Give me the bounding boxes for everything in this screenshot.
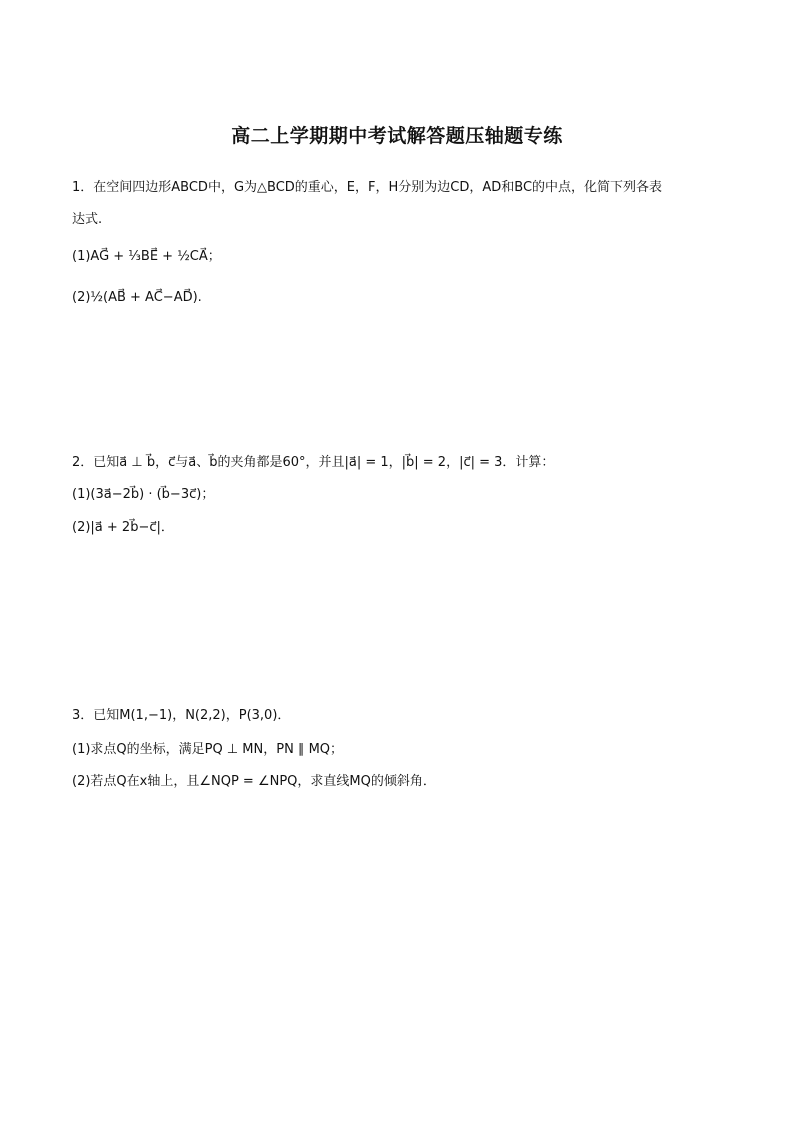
problem-2-part-1: (1)(3a⃗−2b⃗) · (b⃗−3c⃗)； <box>72 487 215 502</box>
problem-1-stem-line-2: 达式. <box>72 212 103 227</box>
problem-1-stem-line-1: 1．在空间四边形ABCD中，G为△BCD的重心，E，F，H分别为边CD，AD和BC的中点，化简下列各表 <box>72 180 663 195</box>
problem-2-stem-line-1: 2．已知a⃗ ⊥ b⃗，c⃗与a⃗、b⃗的夹角都是60°，并且|a⃗| = 1，|b⃗| = 2，|c⃗| = 3．计算： <box>72 455 555 470</box>
problem-3-part-1: (1)求点Q的坐标，满足PQ ⊥ MN，PN ∥ MQ； <box>72 742 344 757</box>
problem-1-part-2: (2)½(AB⃗ + AC⃗−AD⃗). <box>72 290 202 305</box>
page-title: 高二上学期期中考试解答题压轴题专练 <box>231 125 563 147</box>
problem-2-part-2: (2)|a⃗ + 2b⃗−c⃗|． <box>72 520 174 535</box>
problem-3-part-2: (2)若点Q在x轴上，且∠NQP = ∠NPQ，求直线MQ的倾斜角． <box>72 774 436 789</box>
problem-1-part-1: (1)AG⃗ + ⅓BE⃗ + ½CA⃗； <box>72 249 221 264</box>
problem-3-stem-line-1: 3．已知M(1,−1)，N(2,2)，P(3,0)． <box>72 708 291 723</box>
